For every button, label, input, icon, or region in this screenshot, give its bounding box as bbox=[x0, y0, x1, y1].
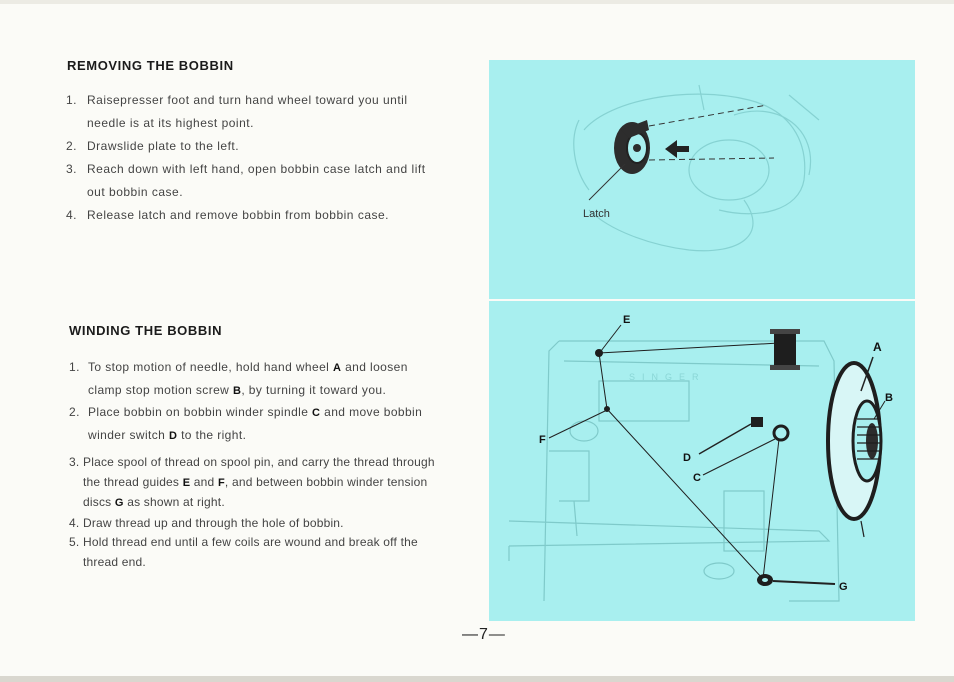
list-item: 4. Draw thread up and through the hole of bobbin. bbox=[69, 515, 344, 530]
bobbin-case-illustration bbox=[489, 60, 915, 299]
list-item: 1. Raisepresser foot and turn hand wheel toward you until needle is at its highest point. bbox=[66, 93, 408, 130]
machine-brand-text: SINGER bbox=[629, 372, 706, 382]
ref-letter: B bbox=[232, 384, 242, 397]
list-item: 2. Drawslide plate to the left. bbox=[66, 139, 240, 153]
winding-bobbin-title: WINDING THE BOBBIN bbox=[69, 323, 223, 338]
ref-letter: E bbox=[182, 476, 191, 489]
list-item: 5. Hold thread end until a few coils are wound and break off the thread end. bbox=[69, 535, 418, 569]
winder-switch-d bbox=[751, 417, 763, 427]
winding-steps-list bbox=[69, 357, 445, 572]
hand-wheel-a bbox=[828, 363, 881, 519]
label-d: D bbox=[683, 452, 691, 464]
list-item: 3. Reach down with left hand, open bobbin case latch and lift out bobbin case. bbox=[66, 162, 426, 199]
bobbin-winding-illustration bbox=[489, 301, 915, 621]
bobbin-case-shape bbox=[614, 120, 650, 174]
list-item: 3. Place spool of thread on spool pin, and carry the thread through the thread guides E and F, and between bobbin winder tension discs G as shown at right. bbox=[69, 455, 435, 509]
label-e: E bbox=[623, 314, 631, 326]
list-item: 4. Release latch and remove bobbin from bobbin case. bbox=[66, 208, 389, 222]
page-bottom-edge bbox=[0, 676, 954, 682]
label-a: A bbox=[873, 340, 882, 354]
label-c: C bbox=[693, 472, 701, 484]
removing-steps-list bbox=[66, 89, 446, 227]
label-f: F bbox=[539, 434, 546, 446]
page-number: —7— bbox=[462, 626, 506, 643]
latch-label: Latch bbox=[583, 208, 610, 220]
ref-letter: G bbox=[114, 497, 124, 509]
ref-letter: A bbox=[332, 362, 342, 374]
list-item: 2. Place bobbin on bobbin winder spindle C and move bobbin winder switch D to the right. bbox=[69, 405, 423, 442]
tension-discs-g bbox=[757, 574, 773, 586]
list-item: 1. To stop motion of needle, hold hand wheel A and loosen clamp stop motion screw B, by turning it toward you. bbox=[69, 360, 408, 397]
label-b: B bbox=[885, 392, 893, 404]
direction-arrow-icon bbox=[665, 140, 689, 158]
bobbin-spindle-c bbox=[774, 426, 788, 440]
bobbin-case-drawing bbox=[489, 60, 915, 299]
ref-letter: F bbox=[217, 476, 225, 489]
ref-letter: D bbox=[168, 429, 178, 442]
page-top-edge bbox=[0, 0, 954, 4]
bobbin-winding-drawing bbox=[489, 301, 915, 621]
thread-spool bbox=[770, 329, 800, 370]
ref-letter: C bbox=[312, 407, 321, 419]
label-g: G bbox=[839, 581, 848, 593]
removing-bobbin-title: REMOVING THE BOBBIN bbox=[67, 58, 234, 73]
